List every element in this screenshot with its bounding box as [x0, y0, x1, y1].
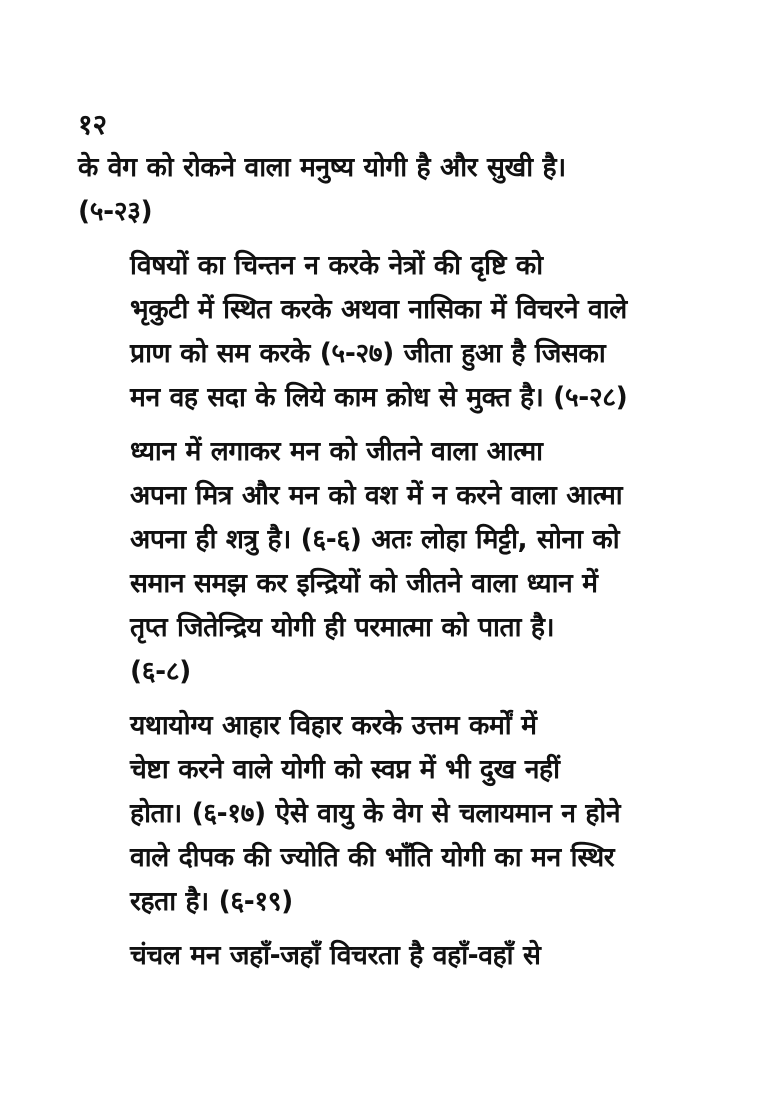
page-number: १२: [78, 108, 108, 141]
paragraph-2: [78, 244, 706, 420]
text-line: ध्यान में लगाकर मन को जीतने वाला आत्मा: [130, 436, 543, 467]
text-line: होता। (६-१७) ऐसे वायु के वेग से चलायमान न होने: [130, 798, 621, 829]
text-line: रहता है। (६-१९): [130, 886, 293, 917]
text-line: चेष्टा करने वाले योगी को स्वप्न में भी दुख नहीं: [130, 754, 560, 785]
book-page: [78, 108, 706, 988]
text-line: विषयों का चिन्तन न करके नेत्रों की दृष्टि को: [130, 250, 543, 281]
text-line: मन वह सदा के लिये काम क्रोध से मुक्त है। (५-२८): [130, 382, 628, 413]
text-line: अपना मित्र और मन को वश में न करने वाला आत्मा: [130, 480, 623, 511]
text-line: भृकुटी में स्थित करके अथवा नासिका में विचरने वाले: [130, 294, 627, 325]
paragraph-1: [78, 146, 706, 234]
verse-reference: (५-२३): [78, 196, 153, 227]
text-line: वाले दीपक की ज्योति की भाँति योगी का मन स्थिर: [130, 842, 615, 873]
text-line: प्राण को सम करके (५-२७) जीता हुआ है जिसका: [130, 338, 606, 369]
text-line: चंचल मन जहाँ-जहाँ विचरता है वहाँ-वहाँ से: [130, 940, 541, 971]
text-line: के वेग को रोकने वाला मनुष्य योगी है और सुखी है।: [78, 152, 566, 183]
text-line: यथायोग्य आहार विहार करके उत्तम कर्मों में: [130, 710, 537, 741]
text-line: अपना ही शत्रु है। (६-६) अतः लोहा मिट्टी, सोना को: [130, 524, 620, 555]
paragraph-5: [78, 934, 706, 978]
paragraph-3: [78, 430, 706, 694]
verse-reference: (६-८): [130, 656, 191, 687]
text-line: समान समझ कर इन्द्रियों को जीतने वाला ध्यान में: [130, 568, 598, 599]
text-line: तृप्त जितेन्द्रिय योगी ही परमात्मा को पाता है।: [130, 612, 555, 643]
paragraph-4: [78, 704, 706, 924]
